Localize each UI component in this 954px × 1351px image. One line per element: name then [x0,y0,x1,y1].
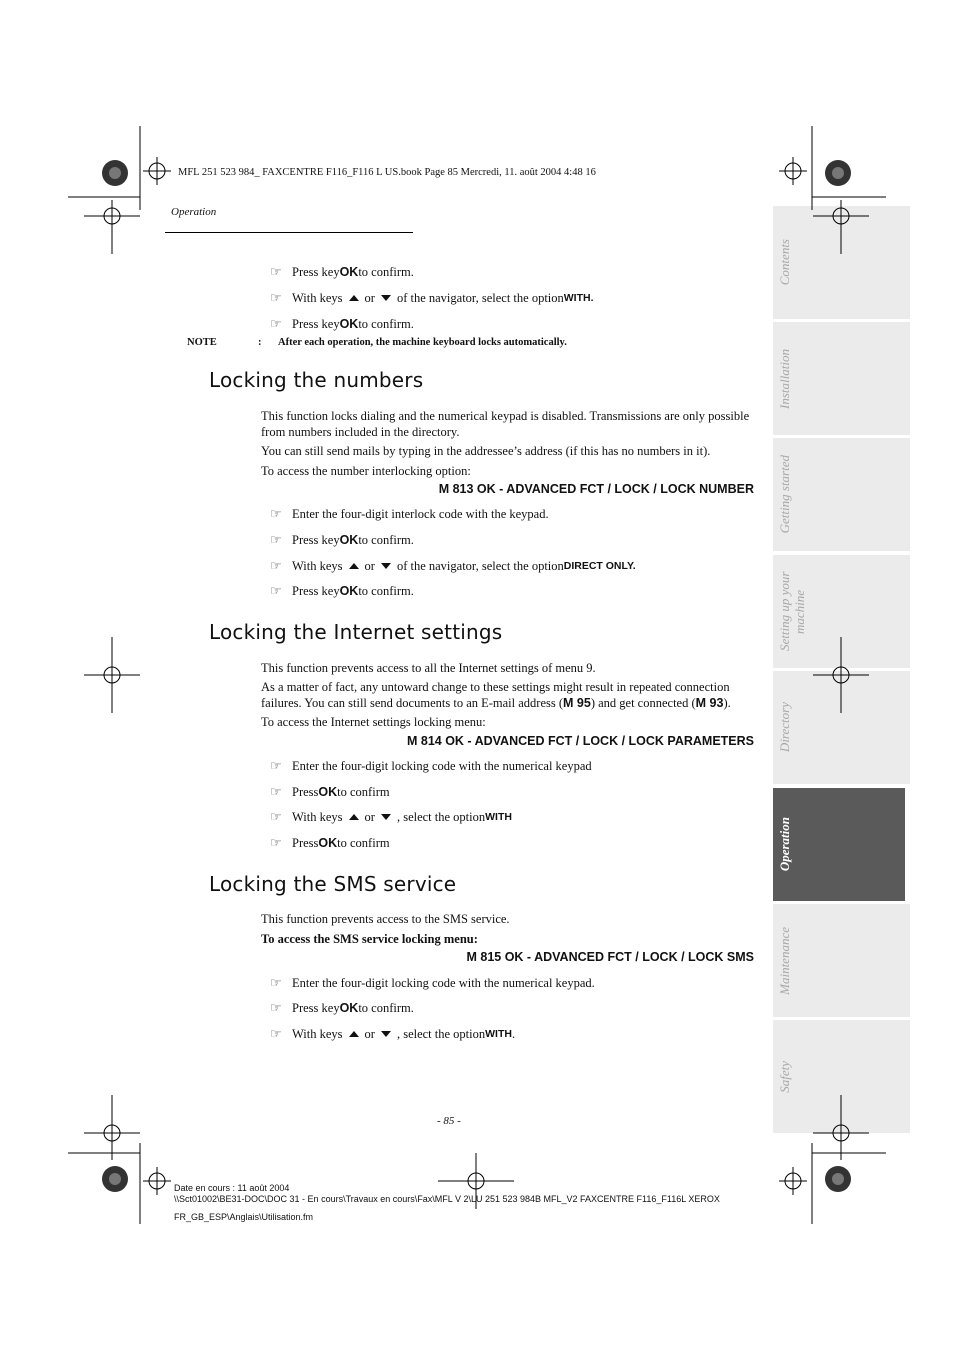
tab-label: Safety [777,1060,792,1093]
paragraph: This function prevents access to the SMS service. [261,912,510,926]
option-label: WITH [485,811,512,823]
paragraph: This function locks dialing and the numerical keypad is disabled. Transmissions are only possible from numbers included in the directory. [261,409,750,439]
tab-label: Directory [777,702,792,753]
key-label: OK [339,265,359,279]
section-heading: Locking the SMS service [209,872,457,896]
menu-path: M 813 OK - ADVANCED FCT / LOCK / LOCK NUMBER [438,482,754,496]
step-item: ☞ Press key OK to confirm. [270,583,414,598]
pointing-hand-icon: ☞ [270,975,282,990]
note-colon: : [258,337,262,348]
key-label: OK [339,584,359,598]
tab-label: Installation [777,348,792,409]
pointing-hand-icon: ☞ [270,558,282,573]
footer-path: \\Sct01002\BE31-DOC\DOC 31 - En cours\Travaux en cours\Fax\MFL V 2\LU 251 523 984B MFL_V2 FAXCENTRE F116_F116L XEROX [174,1194,720,1204]
menu-path: M 815 OK - ADVANCED FCT / LOCK / LOCK SMS [466,950,754,964]
key-label: OK [339,533,359,547]
option-label: WITH. [563,292,594,304]
paragraph: To access the Internet settings locking menu: [261,715,486,729]
tab-label: Setting up your machine [777,571,807,652]
file-info: MFL 251 523 984_ FAXCENTRE F116_F116 L US.book Page 85 Mercredi, 11. août 2004 4:48 16 [178,167,596,178]
pointing-hand-icon: ☞ [270,506,282,521]
section-title: Operation [171,206,217,218]
key-label: OK [339,317,359,331]
tab-label: Getting started [777,455,792,534]
pointing-hand-icon: ☞ [270,583,282,598]
paragraph: To access the SMS service locking menu: [261,932,478,946]
pointing-hand-icon: ☞ [270,290,282,305]
pointing-hand-icon: ☞ [270,835,282,850]
pointing-hand-icon: ☞ [270,532,282,547]
step-item: ☞ With keys or , select the option WITH . [270,1026,516,1041]
key-label: OK [318,836,338,850]
note-text: After each operation, the machine keyboard locks automatically. [278,337,567,348]
paragraph: As a matter of fact, any untoward change to these settings might result in repeated connection failures. You can still send documents to an E-mail address (M 95) and get connected (M 93). [261,680,731,710]
pointing-hand-icon: ☞ [270,264,282,279]
option-label: WITH [485,1028,512,1040]
step-item: ☞ Press OK to confirm [270,784,390,799]
step-item: ☞ With keys or of the navigator, select the option WITH. [270,290,594,305]
key-label: M 95 [563,696,591,710]
step-item: ☞ Press key OK to confirm. [270,316,414,331]
step-item: ☞ Press key OK to confirm. [270,1000,414,1015]
note-label: NOTE [187,337,217,348]
key-label: OK [318,785,338,799]
tab-label: Operation [777,817,792,872]
tab-label: Contents [777,239,792,286]
step-item: ☞ Press key OK to confirm. [270,264,414,279]
step-item: ☞ With keys or , select the option WITH [270,809,512,824]
pointing-hand-icon: ☞ [270,1026,282,1041]
pointing-hand-icon: ☞ [270,809,282,824]
menu-path: M 814 OK - ADVANCED FCT / LOCK / LOCK PARAMETERS [406,734,754,748]
step-item: ☞ Press OK to confirm [270,835,390,850]
option-label: DIRECT ONLY. [563,560,636,572]
pointing-hand-icon: ☞ [270,758,282,773]
step-item: ☞ With keys or of the navigator, select the option DIRECT ONLY. [270,558,636,573]
pointing-hand-icon: ☞ [270,784,282,799]
pointing-hand-icon: ☞ [270,316,282,331]
page-number: - 85 - [437,1115,461,1127]
key-label: OK [339,1001,359,1015]
paragraph: To access the number interlocking option: [261,464,471,478]
tab-label: Maintenance [777,926,792,995]
step-item: ☞ Enter the four-digit interlock code with the keypad. [270,506,549,521]
step-item: ☞ Enter the four-digit locking code with the numerical keypad [270,758,592,773]
paragraph: This function prevents access to all the Internet settings of menu 9. [261,661,596,675]
step-item: ☞ Press key OK to confirm. [270,532,414,547]
footer-file: FR_GB_ESP\Anglais\Utilisation.fm [174,1212,314,1222]
section-heading: Locking the Internet settings [209,620,503,644]
pointing-hand-icon: ☞ [270,1000,282,1015]
step-item: ☞ Enter the four-digit locking code with the numerical keypad. [270,975,595,990]
paragraph: You can still send mails by typing in the addressee’s address (if this has no numbers in it). [261,444,711,458]
key-label: M 93 [695,696,724,710]
footer-date: Date en cours : 11 août 2004 [174,1183,290,1193]
section-heading: Locking the numbers [209,368,424,392]
